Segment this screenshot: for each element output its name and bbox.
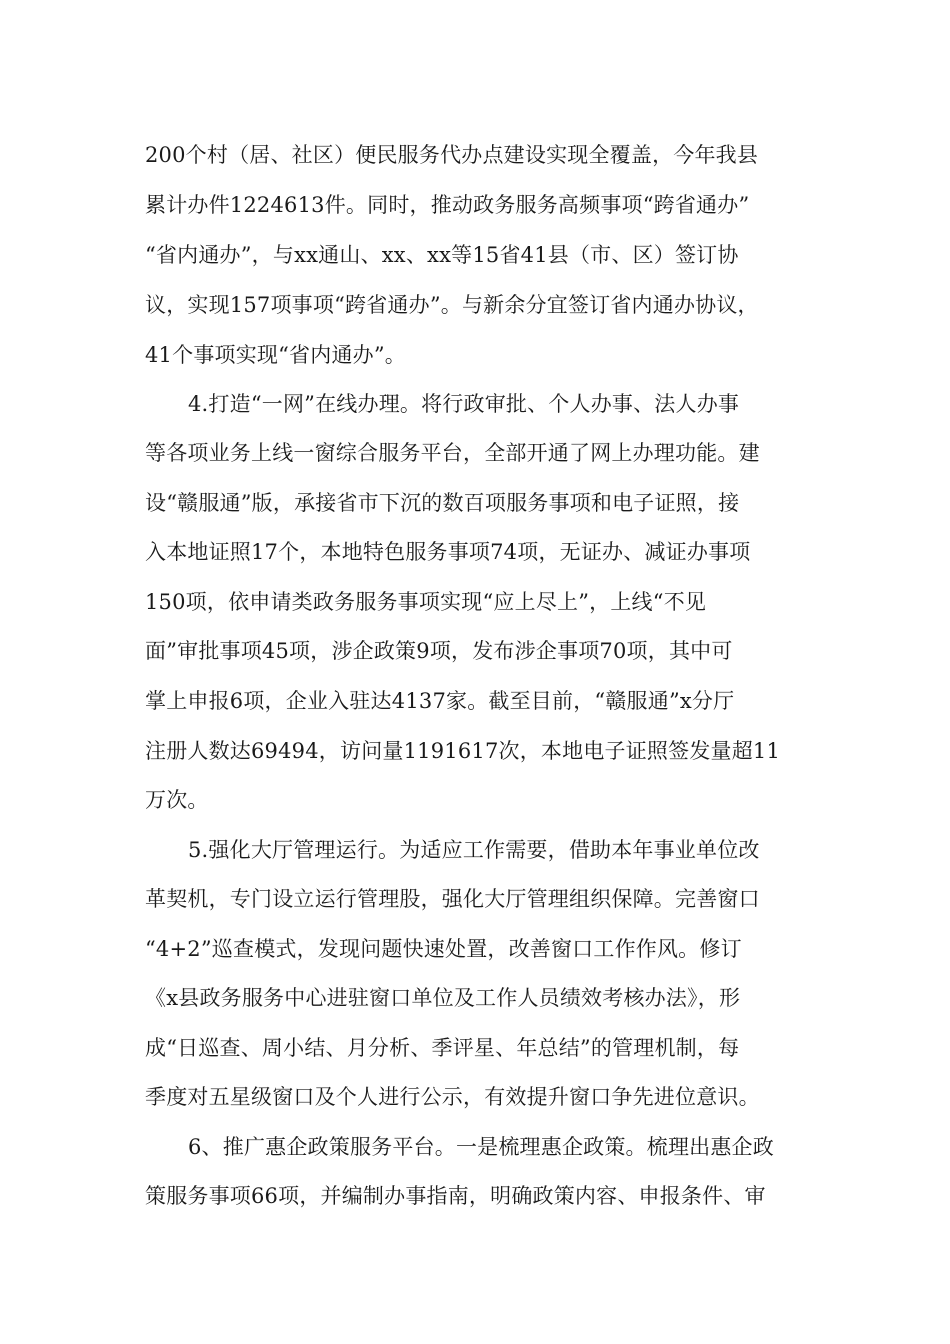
text-line: 设“赣服通”版，承接省市下沉的数百项服务事项和电子证照，接 — [145, 491, 740, 515]
text-line: 累计办件1224613件。同时，推动政务服务高频事项“跨省通办” — [145, 193, 750, 217]
text-line: 季度对五星级窗口及个人进行公示，有效提升窗口争先进位意识。 — [145, 1085, 760, 1109]
text-line: 150项，依申请类政务服务事项实现“应上尽上”，上线“不见 — [145, 590, 707, 614]
text-line: 万次。 — [145, 788, 209, 812]
section-heading-line: 5.强化大厅管理运行。为适应工作需要，借助本年事业单位改 — [188, 838, 760, 862]
text-line: 等各项业务上线一窗综合服务平台，全部开通了网上办理功能。建 — [145, 441, 760, 465]
text-line: “省内通办”，与xx通山、xx、xx等15省41县（市、区）签订协 — [145, 243, 739, 267]
text-line: 策服务事项66项，并编制办事指南，明确政策内容、申报条件、审 — [145, 1184, 766, 1208]
text-line: 《x县政务服务中心进驻窗口单位及工作人员绩效考核办法》，形 — [145, 986, 741, 1010]
text-line: 革契机，专门设立运行管理股，强化大厅管理组织保障。完善窗口 — [145, 887, 760, 911]
text-line: 注册人数达69494，访问量1191617次，本地电子证照签发量超11 — [145, 739, 781, 763]
section-heading-line: 6、推广惠企政策服务平台。一是梳理惠企政策。梳理出惠企政 — [188, 1135, 774, 1159]
text-line: “4+2”巡查模式，发现问题快速处置，改善窗口工作作风。修订 — [145, 937, 742, 961]
text-line: 议，实现157项事项“跨省通办”。与新余分宜签订省内通办协议， — [145, 293, 759, 317]
text-line: 入本地证照17个，本地特色服务事项74项，无证办、减证办事项 — [145, 540, 751, 564]
text-line: 41个事项实现“省内通办”。 — [145, 343, 406, 367]
text-line: 掌上申报6项，企业入驻达4137家。截至目前，“赣服通”x分厅 — [145, 689, 735, 713]
text-line: 面”审批事项45项，涉企政策9项，发布涉企事项70项，其中可 — [145, 639, 733, 663]
section-heading-line: 4.打造“一网”在线办理。将行政审批、个人办事、法人办事 — [188, 392, 740, 416]
text-line: 200个村（居、社区）便民服务代办点建设实现全覆盖，今年我县 — [145, 143, 759, 167]
text-line: 成“日巡查、周小结、月分析、季评星、年总结”的管理机制，每 — [145, 1036, 740, 1060]
